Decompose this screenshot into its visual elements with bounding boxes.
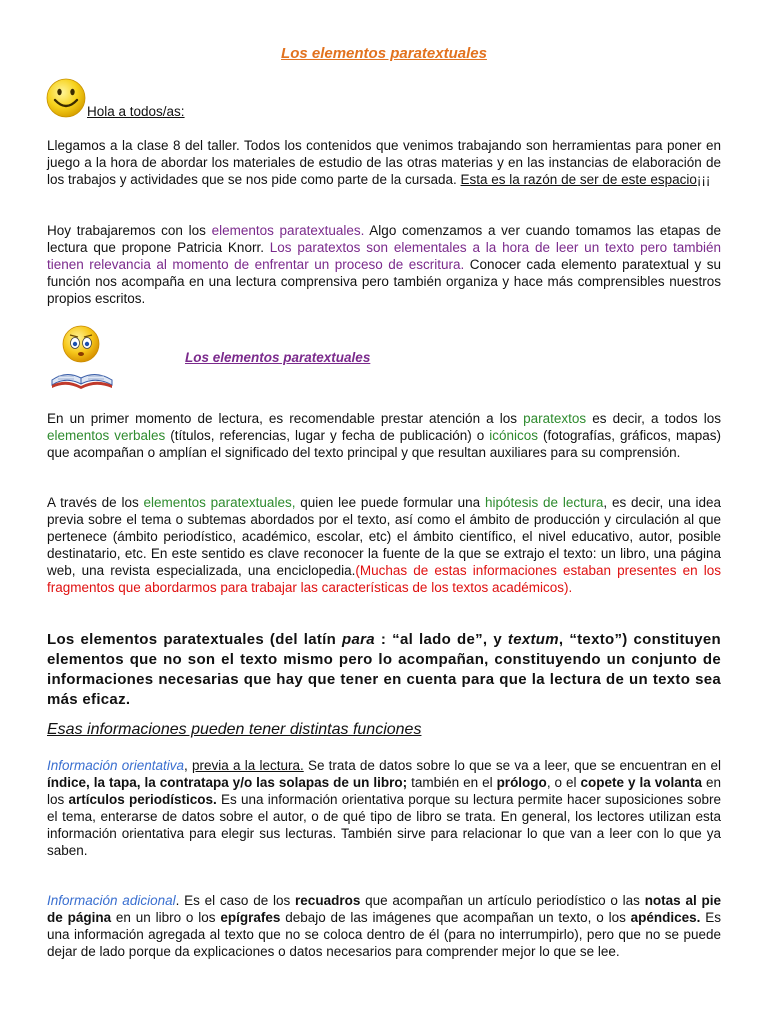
additional-bold-epigrafes: epígrafes — [220, 910, 281, 925]
additional-paragraph — [47, 892, 721, 960]
additional-text-2: que acompañan un artículo periodístico o las — [360, 893, 645, 908]
orientative-comma: , — [184, 758, 193, 773]
reading-highlight-iconicos: icónicos — [489, 428, 538, 443]
additional-bold-apendices: apéndices. — [630, 910, 701, 925]
hypothesis-text-3: , es decir, una idea previa sobre el tema o subtemas abordados por el texto, así como el ámbito de producción y circulación al que pertenece (ámbito periodístico, académico, escolar, etc) el ámbito científico, el nivel educativo, autor, posible destinatario, etc. En este sentido es clave reconocer la fuente de la que se extrajo el texto: un libro, una página web, una revista especializada, una enciclopedia. — [47, 495, 721, 578]
reading-highlight-verbales: elementos verbales — [47, 428, 166, 443]
today-text-3: Conocer cada elemento paratextual y su función nos acompaña en una lectura comprensiva pero también organiza y hace más comprensibles nuestros propios escritos. — [47, 257, 721, 306]
definition-text-3: , “texto”) constituyen elementos que no son el texto mismo pero lo acompañan, constituyendo un conjunto de informaciones necesarias que hay que tener en cuenta para que la lectura de un texto sea más eficaz. — [47, 631, 721, 708]
reading-text-2: es decir, a todos los — [586, 411, 721, 426]
additional-text-4: debajo de las imágenes que acompañan un texto, o los — [280, 910, 631, 925]
reading-text-4: (fotografías, gráficos, mapas) que acompañan o amplían el significado del texto principal y que resultan auxiliares para su comprensión. — [47, 428, 721, 460]
intro-text: Llegamos a la clase 8 del taller. Todos los contenidos que venimos trabajando son herramientas para poner en juego a la hora de abordar los materiales de estudio de las otras materias y en las instancias de elaboración de los trabajos y actividades que se nos pide como parte de la cursada. — [47, 138, 721, 187]
orientative-paragraph — [47, 757, 721, 859]
today-highlight-1: elementos paratextuales. — [211, 223, 365, 238]
orientative-label: Información orientativa — [47, 758, 185, 773]
additional-text-1: . Es el caso de los — [175, 893, 296, 908]
hypothesis-highlight-1: elementos paratextuales, — [143, 495, 296, 510]
reading-text-1: En un primer momento de lectura, es recomendable prestar atención a los — [47, 411, 524, 426]
orientative-bold-1: índice, la tapa, la contratapa y/o las solapas de un libro; — [47, 775, 408, 790]
intro-underlined: Esta es la razón de ser de este espacio — [460, 172, 697, 187]
reading-highlight-paratextos: paratextos — [523, 411, 587, 426]
orientative-text-3: , o el — [546, 775, 581, 790]
greeting: Hola a todos/as: — [87, 104, 185, 119]
reading-text-3: (títulos, referencias, lugar y fecha de publicación) o — [165, 428, 490, 443]
additional-bold-recuadros: recuadros — [295, 893, 361, 908]
section-subtitle: Los elementos paratextuales — [185, 350, 371, 365]
hypothesis-paragraph — [47, 494, 721, 596]
hypothesis-red-note: (Muchas de estas informaciones estaban presentes en los fragmentos que abordarmos para trabajar las características de los textos académicos). — [47, 563, 721, 595]
first-reading-paragraph — [47, 410, 721, 461]
orientative-previa: previa a la lectura. — [192, 758, 304, 773]
definition-text-2: : “al lado de”, y — [374, 631, 508, 648]
definition-para: para — [342, 631, 375, 648]
today-text-1: Hoy trabajaremos con los — [47, 223, 212, 238]
today-text-2: Algo comenzamos a ver cuando tomamos las etapas de lectura que propone Patricia Knorr. — [47, 223, 721, 255]
definition-textum: textum — [507, 631, 559, 648]
additional-bold-notas: notas al pie de página — [47, 893, 722, 925]
orientative-bold-prologo: prólogo — [496, 775, 547, 790]
intro-paragraph — [47, 137, 721, 188]
hypothesis-highlight-2: hipótesis de lectura — [484, 495, 604, 510]
today-highlight-2: Los paratextos son elementales a la hora de leer un texto pero también tienen relevancia al momento de enfrentar un proceso de escritura. — [47, 240, 722, 272]
hypothesis-text-1: A través de los — [47, 495, 144, 510]
today-paragraph — [47, 222, 721, 307]
orientative-text-4: en los — [47, 775, 721, 807]
additional-text-3: en un libro o los — [111, 910, 221, 925]
definition-text-1: Los elementos paratextuales (del latín — [47, 631, 343, 648]
orientative-text-2: también en el — [407, 775, 497, 790]
orientative-text-1: Se trata de datos sobre lo que se va a leer, que se encuentran en el — [303, 758, 721, 773]
page-title: Los elementos paratextuales — [281, 45, 487, 62]
functions-heading: Esas informaciones pueden tener distintas funciones — [47, 721, 422, 738]
smiley-face-icon — [46, 78, 86, 118]
orientative-bold-articulos: artículos periodísticos. — [68, 792, 217, 807]
hypothesis-text-2: quien lee puede formular una — [295, 495, 485, 510]
intro-exclaim: ¡¡¡ — [696, 172, 711, 187]
reading-face-book-icon — [48, 320, 118, 392]
additional-label: Información adicional — [47, 893, 176, 908]
orientative-text-5: Es una información orientativa porque su lectura permite hacer suposiciones sobre el tema, enterarse de datos sobre el autor, o de qué tipo de libro se trata. En general, los lectores utilizan esta información orientativa para elegir sus lecturas. También sirve para relacionar lo que van a leer con lo que ya saben. — [47, 792, 721, 858]
orientative-bold-copete: copete y la volanta — [580, 775, 702, 790]
additional-text-5: Es una información agregada al texto que no se coloca dentro de él (para no interrumpirlo), pero que no se puede dejar de lado porque da explicaciones o datos necesarios para comprender mejor lo que se lee. — [47, 910, 722, 959]
definition-paragraph — [47, 630, 721, 710]
